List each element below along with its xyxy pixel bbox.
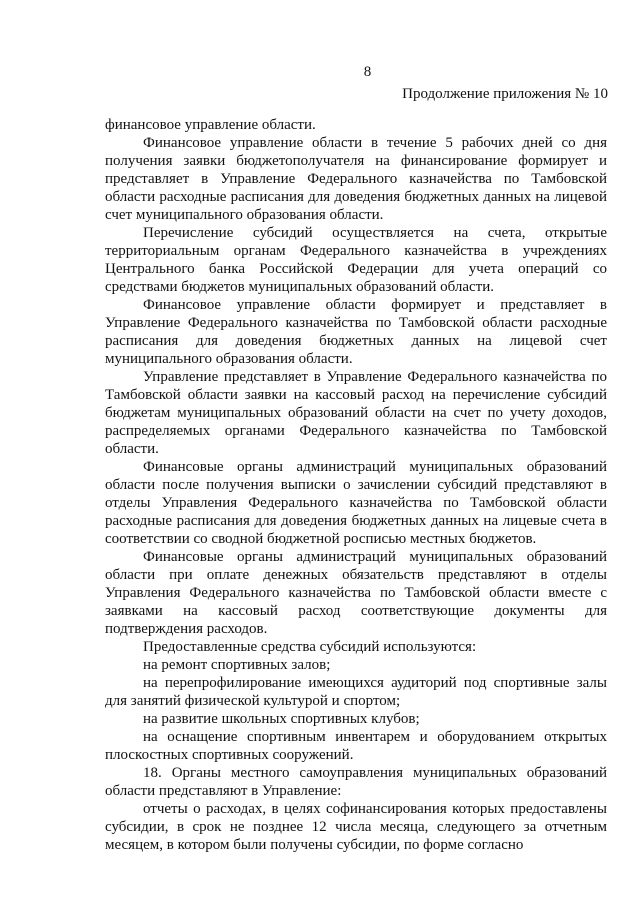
paragraph: Финансовое управление области формирует и представляет в Управление Федерального казначейства по Тамбовской области расходные расписания для доведения бюджетных данных на лицевой счет муниципального образования области. bbox=[105, 297, 607, 367]
list-item: на оснащение спортивным инвентарем и оборудованием открытых плоскостных спортивных сооружений. bbox=[105, 729, 607, 763]
paragraph: Финансовые органы администраций муниципальных образований области при оплате денежных обязательств представляют в отделы Управления Федерального казначейства по Тамбовской области вместе с заявками на кассовый расход соответствующие документы для подтверждения расходов. bbox=[105, 549, 607, 637]
paragraph: отчеты о расходах, в целях софинансирования которых предоставлены субсидии, в срок не позднее 12 числа месяца, следующего за отчетным месяцем, в котором были получены субсидии, по форме согласно bbox=[105, 801, 607, 853]
paragraph-list-intro: Предоставленные средства субсидий используются: bbox=[143, 639, 477, 655]
list-item: на ремонт спортивных залов; bbox=[143, 657, 331, 673]
paragraph: Управление представляет в Управление Федерального казначейства по Тамбовской области заявки на кассовый расход на перечисление субсидий бюджетам муниципальных образований области на счет по учету доходов, распределяемых органами Федерального казначейства по Тамбовской области. bbox=[105, 369, 607, 457]
page-number: 8 bbox=[363, 64, 372, 80]
appendix-continuation-note: Продолжение приложения № 10 bbox=[402, 86, 608, 102]
paragraph: Финансовые органы администраций муниципальных образований области после получения выписки о зачислении субсидий представляют в отделы Управления Федерального казначейства по Тамбовской области расходные расписания для доведения бюджетных данных на лицевые счета в соответствии со сводной бюджетной росписью местных бюджетов. bbox=[105, 459, 607, 547]
numbered-paragraph: 18. Органы местного самоуправления муниципальных образований области представляют в Управление: bbox=[105, 765, 607, 799]
document-body bbox=[105, 116, 607, 854]
paragraph: Перечисление субсидий осуществляется на счета, открытые территориальным органам Федерального казначейства в учреждениях Центрального банка Российской Федерации для учета операций со средствами бюджетов муниципальных образований области. bbox=[105, 225, 607, 295]
paragraph-continuation: финансовое управление области. bbox=[105, 117, 316, 133]
list-item: на перепрофилирование имеющихся аудиторий под спортивные залы для занятий физической культурой и спортом; bbox=[105, 675, 607, 709]
list-item: на развитие школьных спортивных клубов; bbox=[143, 711, 420, 727]
paragraph: Финансовое управление области в течение 5 рабочих дней со дня получения заявки бюджетополучателя на финансирование формирует и представляет в Управление Федерального казначейства по Тамбовской области расходные расписания для доведения бюджетных данных на лицевой счет муниципального образования области. bbox=[105, 135, 607, 223]
